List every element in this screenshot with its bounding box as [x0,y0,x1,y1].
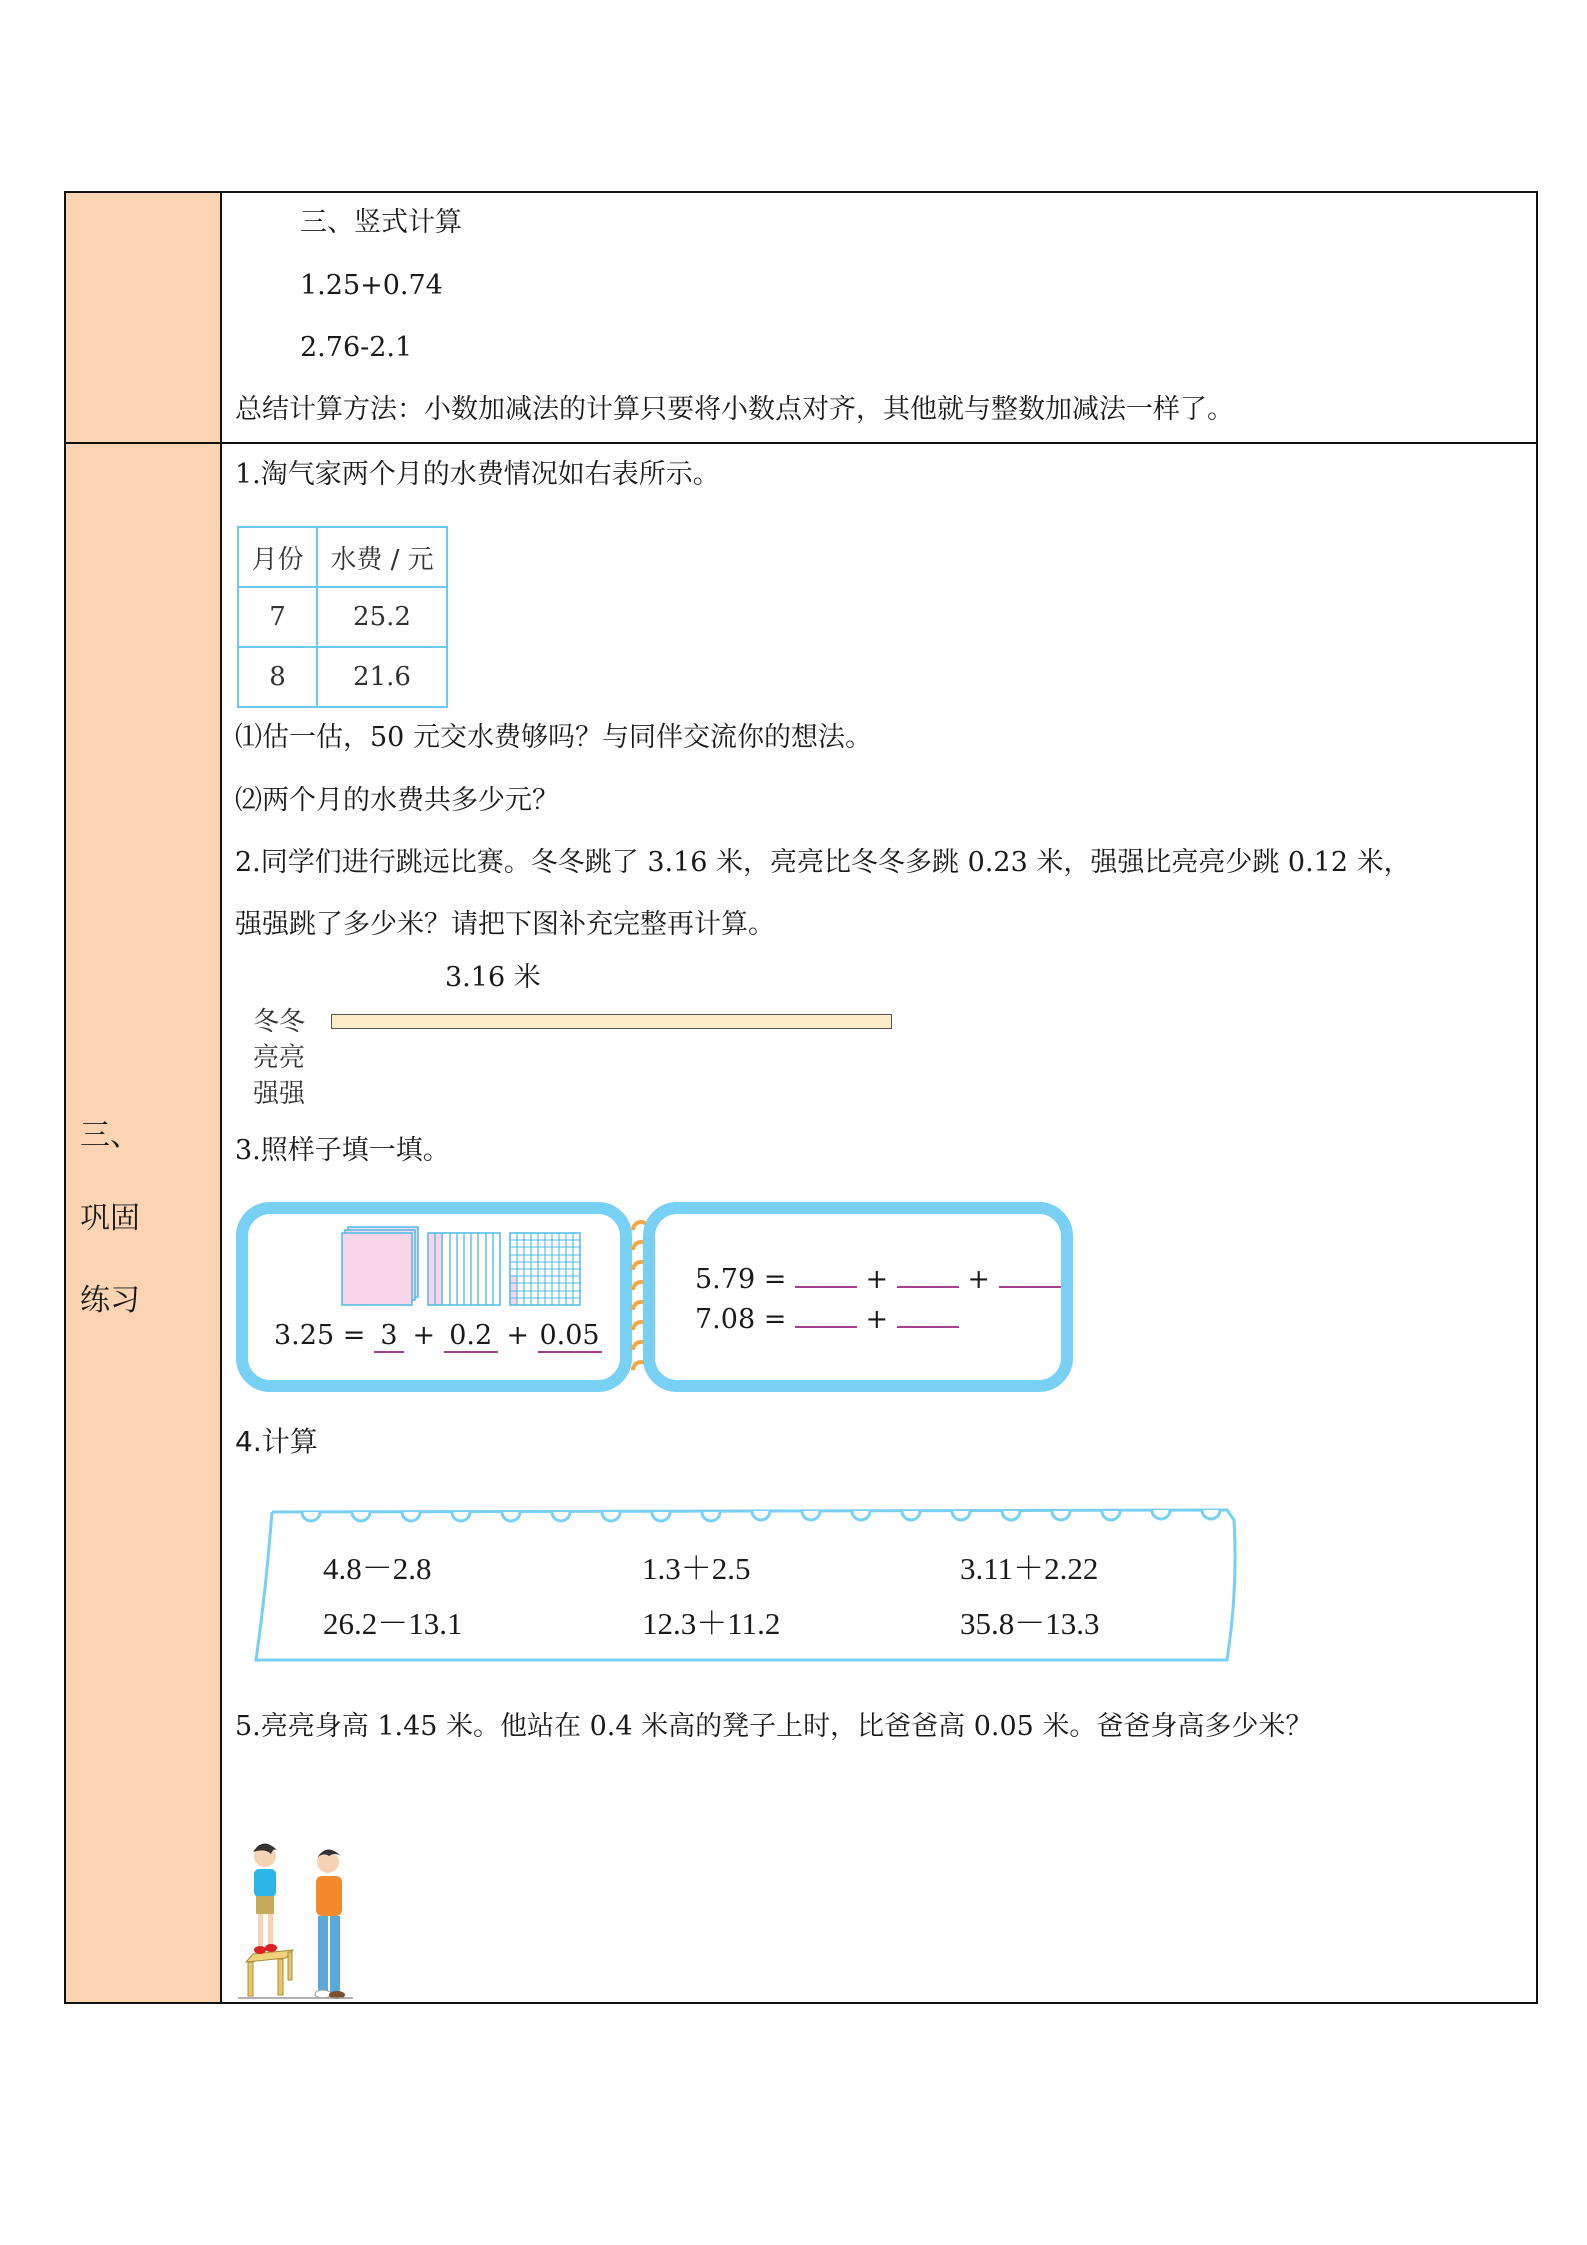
question-4-text: 4.计算 [235,1425,318,1458]
column-divider [220,191,222,2004]
expression-1: 1.25+0.74 [300,270,443,301]
question-1-sub-2: ⑵两个月的水费共多少元？ [235,785,559,816]
answer-blank[interactable] [897,1262,959,1288]
father-figure-icon [315,1849,345,1999]
question-3-text: 3.照样子填一填。 [235,1135,450,1166]
exercise-equation-2 [695,1302,959,1335]
method-summary: 总结计算方法：小数加减法的计算只要将小数点对齐，其他就与整数加减法一样了。 [235,394,1234,425]
calc-item: 1.3＋2.5 [642,1551,751,1586]
table-row [238,647,447,707]
plus-sign: + [865,1264,889,1295]
cell-month: 8 [238,647,317,707]
question-2-line-2: 强强跳了多少米？请把下图补充完整再计算。 [235,909,775,940]
calc-item: 35.8－13.3 [960,1606,1100,1641]
example-equation [274,1320,602,1353]
answer-blank[interactable] [795,1262,857,1288]
example-part-ones: 3 [374,1321,404,1353]
example-part-tenths: 0.2 [444,1321,498,1353]
section-label-number: 三、 [80,1118,140,1153]
stool-icon [246,1950,293,1996]
calc-item: 12.3＋11.2 [642,1606,781,1641]
plus-sign: + [865,1304,889,1335]
section-label-line3: 练习 [80,1283,140,1318]
table-row [238,587,447,647]
question-1-sub-1: ⑴估一估，50 元交水费够吗？与同伴交流你的想法。 [235,722,872,753]
dongdong-jump-bar [331,1014,892,1029]
plus-sign: + [967,1264,990,1295]
answer-blank[interactable] [897,1302,959,1328]
hundredths-block-icon [510,1233,580,1305]
plus-sign: + [412,1320,436,1351]
exercise-2-lhs: 7.08 = [695,1304,787,1335]
name-liangliang: 亮亮 [253,1043,306,1073]
section-label-line2: 巩固 [80,1201,140,1236]
calc-item: 26.2－13.1 [323,1606,463,1641]
tenths-block-icon [428,1233,500,1305]
exercise-1-lhs: 5.79 = [695,1264,787,1295]
answer-blank[interactable] [795,1302,857,1328]
boy-figure-icon [253,1843,277,1954]
cell-fee: 25.2 [317,587,447,647]
question-2-line-1: 2.同学们进行跳远比赛。冬冬跳了 3.16 米，亮亮比冬冬多跳 0.23 米，强强比亮亮少跳 0.12 米， [235,847,1411,878]
calc-item: 4.8－2.8 [323,1551,432,1586]
header-month: 月份 [238,527,317,587]
water-fee-table [237,526,448,708]
plus-sign: + [506,1320,529,1351]
cell-fee: 21.6 [317,647,447,707]
name-dongdong: 冬冬 [253,1007,306,1037]
question-5-text: 5.亮亮身高 1.45 米。他站在 0.4 米高的凳子上时，比爸爸高 0.05 米。爸爸身高多少米？ [235,1711,1313,1742]
question-1-text: 1.淘气家两个月的水费情况如右表所示。 [235,459,720,490]
jumper-names [253,1004,305,1112]
row-divider [64,442,1538,444]
exercise-equation-1 [695,1262,1061,1295]
place-value-blocks [340,1225,585,1310]
cell-month: 7 [238,587,317,647]
name-qiangqiang: 强强 [253,1079,306,1109]
exercise-card [643,1202,1073,1392]
table-header-row [238,527,447,587]
vertical-calc-heading: 三、竖式计算 [300,207,462,238]
ones-blocks-icon [342,1227,418,1305]
example-part-hundredths: 0.05 [539,1320,600,1351]
bar-length-label: 3.16 米 [445,962,541,993]
expression-2: 2.76-2.1 [300,332,413,363]
answer-blank[interactable] [999,1262,1061,1288]
header-fee: 水费 / 元 [317,527,447,587]
boy-and-father-illustration [238,1840,358,2002]
calc-item: 3.11＋2.22 [960,1551,1099,1586]
example-lhs: 3.25 = [274,1320,366,1351]
